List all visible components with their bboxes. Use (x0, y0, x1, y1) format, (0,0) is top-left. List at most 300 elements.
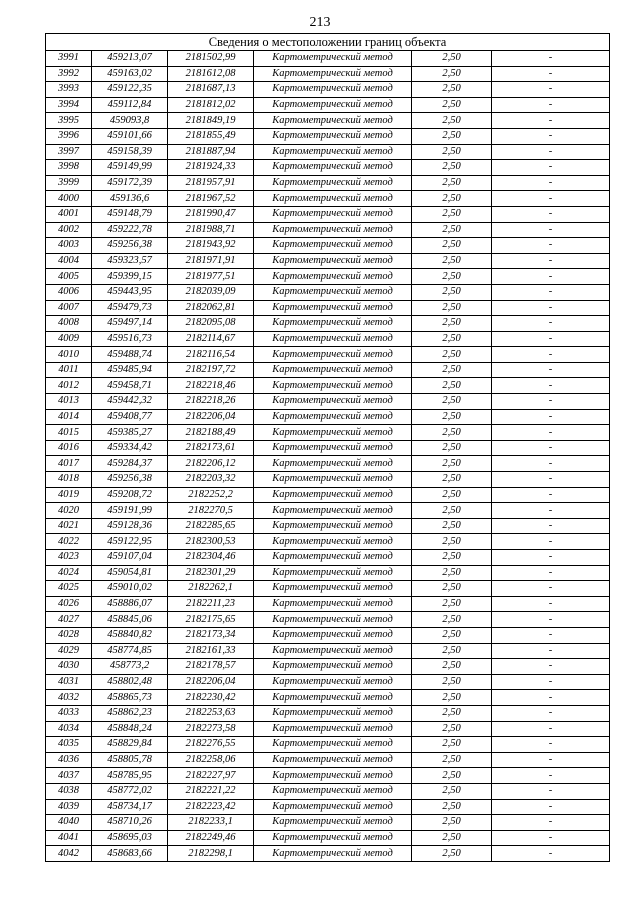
y-coordinate-cell: 2181990,47 (168, 206, 254, 222)
accuracy-cell: 2,50 (412, 550, 492, 566)
x-coordinate-cell: 458805,78 (92, 752, 168, 768)
table-row (46, 721, 610, 737)
accuracy-cell: 2,50 (412, 66, 492, 82)
accuracy-cell: 2,50 (412, 51, 492, 67)
x-coordinate-cell: 458774,85 (92, 643, 168, 659)
table-row (46, 659, 610, 675)
y-coordinate-cell: 2182039,09 (168, 284, 254, 300)
point-number-cell: 4036 (46, 752, 92, 768)
y-coordinate-cell: 2182095,08 (168, 316, 254, 332)
point-number-cell: 4033 (46, 705, 92, 721)
description-cell: - (492, 674, 610, 690)
table-title-row (46, 34, 610, 51)
y-coordinate-cell: 2181812,02 (168, 97, 254, 113)
y-coordinate-cell: 2182206,12 (168, 456, 254, 472)
table-row (46, 175, 610, 191)
y-coordinate-cell: 2182249,46 (168, 830, 254, 846)
point-number-cell: 4012 (46, 378, 92, 394)
accuracy-cell: 2,50 (412, 238, 492, 254)
x-coordinate-cell: 459442,32 (92, 394, 168, 410)
x-coordinate-cell: 459122,35 (92, 82, 168, 98)
x-coordinate-cell: 458829,84 (92, 737, 168, 753)
description-cell: - (492, 82, 610, 98)
table-row (46, 144, 610, 160)
description-cell: - (492, 316, 610, 332)
y-coordinate-cell: 2182218,46 (168, 378, 254, 394)
table-row (46, 253, 610, 269)
method-cell: Картометрический метод (254, 113, 412, 129)
accuracy-cell: 2,50 (412, 659, 492, 675)
accuracy-cell: 2,50 (412, 222, 492, 238)
x-coordinate-cell: 459408,77 (92, 409, 168, 425)
table-row (46, 596, 610, 612)
accuracy-cell: 2,50 (412, 534, 492, 550)
method-cell: Картометрический метод (254, 362, 412, 378)
description-cell: - (492, 472, 610, 488)
accuracy-cell: 2,50 (412, 705, 492, 721)
description-cell: - (492, 768, 610, 784)
accuracy-cell: 2,50 (412, 456, 492, 472)
table-row (46, 581, 610, 597)
method-cell: Картометрический метод (254, 690, 412, 706)
description-cell: - (492, 518, 610, 534)
description-cell: - (492, 440, 610, 456)
x-coordinate-cell: 458848,24 (92, 721, 168, 737)
table-row (46, 456, 610, 472)
y-coordinate-cell: 2181849,19 (168, 113, 254, 129)
method-cell: Картометрический метод (254, 674, 412, 690)
y-coordinate-cell: 2182233,1 (168, 815, 254, 831)
x-coordinate-cell: 458710,26 (92, 815, 168, 831)
accuracy-cell: 2,50 (412, 206, 492, 222)
y-coordinate-cell: 2181957,91 (168, 175, 254, 191)
x-coordinate-cell: 458734,17 (92, 799, 168, 815)
description-cell: - (492, 627, 610, 643)
y-coordinate-cell: 2181977,51 (168, 269, 254, 285)
description-cell: - (492, 362, 610, 378)
accuracy-cell: 2,50 (412, 347, 492, 363)
point-number-cell: 4017 (46, 456, 92, 472)
method-cell: Картометрический метод (254, 269, 412, 285)
y-coordinate-cell: 2181502,99 (168, 51, 254, 67)
description-cell: - (492, 830, 610, 846)
description-cell: - (492, 51, 610, 67)
y-coordinate-cell: 2182300,53 (168, 534, 254, 550)
y-coordinate-cell: 2181924,33 (168, 160, 254, 176)
accuracy-cell: 2,50 (412, 815, 492, 831)
point-number-cell: 4024 (46, 565, 92, 581)
accuracy-cell: 2,50 (412, 612, 492, 628)
accuracy-cell: 2,50 (412, 331, 492, 347)
y-coordinate-cell: 2182218,26 (168, 394, 254, 410)
method-cell: Картометрический метод (254, 51, 412, 67)
point-number-cell: 4002 (46, 222, 92, 238)
point-number-cell: 4003 (46, 238, 92, 254)
table-row (46, 378, 610, 394)
description-cell: - (492, 846, 610, 862)
accuracy-cell: 2,50 (412, 518, 492, 534)
table-row (46, 51, 610, 67)
description-cell: - (492, 238, 610, 254)
table-row (46, 565, 610, 581)
method-cell: Картометрический метод (254, 128, 412, 144)
point-number-cell: 4021 (46, 518, 92, 534)
method-cell: Картометрический метод (254, 830, 412, 846)
description-cell: - (492, 534, 610, 550)
table-row (46, 222, 610, 238)
table-row (46, 269, 610, 285)
accuracy-cell: 2,50 (412, 191, 492, 207)
x-coordinate-cell: 458785,95 (92, 768, 168, 784)
description-cell: - (492, 643, 610, 659)
y-coordinate-cell: 2181612,08 (168, 66, 254, 82)
accuracy-cell: 2,50 (412, 690, 492, 706)
table-row (46, 362, 610, 378)
table-row (46, 238, 610, 254)
point-number-cell: 4020 (46, 503, 92, 519)
table-row (46, 82, 610, 98)
accuracy-cell: 2,50 (412, 721, 492, 737)
x-coordinate-cell: 459093,8 (92, 113, 168, 129)
accuracy-cell: 2,50 (412, 737, 492, 753)
x-coordinate-cell: 459101,66 (92, 128, 168, 144)
method-cell: Картометрический метод (254, 66, 412, 82)
table-row (46, 815, 610, 831)
accuracy-cell: 2,50 (412, 175, 492, 191)
y-coordinate-cell: 2182285,65 (168, 518, 254, 534)
x-coordinate-cell: 459112,84 (92, 97, 168, 113)
table-row (46, 347, 610, 363)
x-coordinate-cell: 459323,57 (92, 253, 168, 269)
method-cell: Картометрический метод (254, 238, 412, 254)
point-number-cell: 3998 (46, 160, 92, 176)
point-number-cell: 4004 (46, 253, 92, 269)
table-row (46, 331, 610, 347)
accuracy-cell: 2,50 (412, 596, 492, 612)
description-cell: - (492, 612, 610, 628)
point-number-cell: 4023 (46, 550, 92, 566)
x-coordinate-cell: 459107,04 (92, 550, 168, 566)
method-cell: Картометрический метод (254, 737, 412, 753)
method-cell: Картометрический метод (254, 752, 412, 768)
accuracy-cell: 2,50 (412, 440, 492, 456)
accuracy-cell: 2,50 (412, 627, 492, 643)
point-number-cell: 4038 (46, 783, 92, 799)
y-coordinate-cell: 2181967,52 (168, 191, 254, 207)
table-row (46, 752, 610, 768)
point-number-cell: 4022 (46, 534, 92, 550)
accuracy-cell: 2,50 (412, 830, 492, 846)
description-cell: - (492, 378, 610, 394)
x-coordinate-cell: 459284,37 (92, 456, 168, 472)
table-row (46, 409, 610, 425)
description-cell: - (492, 799, 610, 815)
table-body (46, 51, 610, 862)
page-number: 213 (309, 15, 331, 30)
method-cell: Картометрический метод (254, 659, 412, 675)
x-coordinate-cell: 458865,73 (92, 690, 168, 706)
x-coordinate-cell: 459497,14 (92, 316, 168, 332)
point-number-cell: 4019 (46, 487, 92, 503)
x-coordinate-cell: 459163,02 (92, 66, 168, 82)
x-coordinate-cell: 459128,36 (92, 518, 168, 534)
x-coordinate-cell: 459222,78 (92, 222, 168, 238)
accuracy-cell: 2,50 (412, 783, 492, 799)
x-coordinate-cell: 459516,73 (92, 331, 168, 347)
table-row (46, 534, 610, 550)
y-coordinate-cell: 2182230,42 (168, 690, 254, 706)
table-row (46, 128, 610, 144)
point-number-cell: 4042 (46, 846, 92, 862)
accuracy-cell: 2,50 (412, 846, 492, 862)
accuracy-cell: 2,50 (412, 253, 492, 269)
method-cell: Картометрический метод (254, 783, 412, 799)
x-coordinate-cell: 459488,74 (92, 347, 168, 363)
table-row (46, 518, 610, 534)
point-number-cell: 4028 (46, 627, 92, 643)
description-cell: - (492, 596, 610, 612)
table-row (46, 113, 610, 129)
accuracy-cell: 2,50 (412, 113, 492, 129)
point-number-cell: 4031 (46, 674, 92, 690)
table-row (46, 737, 610, 753)
table-row (46, 830, 610, 846)
point-number-cell: 3992 (46, 66, 92, 82)
description-cell: - (492, 331, 610, 347)
method-cell: Картометрический метод (254, 487, 412, 503)
x-coordinate-cell: 459148,79 (92, 206, 168, 222)
y-coordinate-cell: 2182161,33 (168, 643, 254, 659)
method-cell: Картометрический метод (254, 518, 412, 534)
method-cell: Картометрический метод (254, 643, 412, 659)
description-cell: - (492, 690, 610, 706)
x-coordinate-cell: 458862,23 (92, 705, 168, 721)
method-cell: Картометрический метод (254, 191, 412, 207)
point-number-cell: 4005 (46, 269, 92, 285)
description-cell: - (492, 269, 610, 285)
y-coordinate-cell: 2182175,65 (168, 612, 254, 628)
description-cell: - (492, 783, 610, 799)
description-cell: - (492, 222, 610, 238)
table-title: Сведения о местоположении границ объекта (46, 34, 610, 51)
description-cell: - (492, 581, 610, 597)
x-coordinate-cell: 459191,99 (92, 503, 168, 519)
accuracy-cell: 2,50 (412, 674, 492, 690)
point-number-cell: 4007 (46, 300, 92, 316)
point-number-cell: 3994 (46, 97, 92, 113)
table-row (46, 550, 610, 566)
table-row (46, 425, 610, 441)
method-cell: Картометрический метод (254, 253, 412, 269)
description-cell: - (492, 394, 610, 410)
y-coordinate-cell: 2182301,29 (168, 565, 254, 581)
accuracy-cell: 2,50 (412, 581, 492, 597)
table-row (46, 846, 610, 862)
point-number-cell: 4014 (46, 409, 92, 425)
accuracy-cell: 2,50 (412, 300, 492, 316)
accuracy-cell: 2,50 (412, 425, 492, 441)
method-cell: Картометрический метод (254, 472, 412, 488)
point-number-cell: 4025 (46, 581, 92, 597)
table-row (46, 97, 610, 113)
table-row (46, 768, 610, 784)
x-coordinate-cell: 459136,6 (92, 191, 168, 207)
table-row (46, 300, 610, 316)
method-cell: Картометрический метод (254, 97, 412, 113)
y-coordinate-cell: 2182270,5 (168, 503, 254, 519)
table-row (46, 487, 610, 503)
x-coordinate-cell: 459256,38 (92, 472, 168, 488)
accuracy-cell: 2,50 (412, 284, 492, 300)
accuracy-cell: 2,50 (412, 362, 492, 378)
table-row (46, 705, 610, 721)
description-cell: - (492, 97, 610, 113)
method-cell: Картометрический метод (254, 581, 412, 597)
x-coordinate-cell: 459479,73 (92, 300, 168, 316)
point-number-cell: 3991 (46, 51, 92, 67)
description-cell: - (492, 456, 610, 472)
method-cell: Картометрический метод (254, 425, 412, 441)
y-coordinate-cell: 2182197,72 (168, 362, 254, 378)
x-coordinate-cell: 458886,07 (92, 596, 168, 612)
accuracy-cell: 2,50 (412, 394, 492, 410)
description-cell: - (492, 721, 610, 737)
y-coordinate-cell: 2182206,04 (168, 674, 254, 690)
description-cell: - (492, 737, 610, 753)
description-cell: - (492, 659, 610, 675)
accuracy-cell: 2,50 (412, 768, 492, 784)
accuracy-cell: 2,50 (412, 799, 492, 815)
point-number-cell: 4040 (46, 815, 92, 831)
method-cell: Картометрический метод (254, 768, 412, 784)
point-number-cell: 3997 (46, 144, 92, 160)
y-coordinate-cell: 2182223,42 (168, 799, 254, 815)
y-coordinate-cell: 2182253,63 (168, 705, 254, 721)
method-cell: Картометрический метод (254, 846, 412, 862)
table-row (46, 472, 610, 488)
x-coordinate-cell: 459385,27 (92, 425, 168, 441)
accuracy-cell: 2,50 (412, 128, 492, 144)
method-cell: Картометрический метод (254, 799, 412, 815)
accuracy-cell: 2,50 (412, 97, 492, 113)
table-row (46, 394, 610, 410)
point-number-cell: 4008 (46, 316, 92, 332)
description-cell: - (492, 144, 610, 160)
point-number-cell: 4029 (46, 643, 92, 659)
method-cell: Картометрический метод (254, 627, 412, 643)
method-cell: Картометрический метод (254, 160, 412, 176)
y-coordinate-cell: 2182273,58 (168, 721, 254, 737)
point-number-cell: 4009 (46, 331, 92, 347)
y-coordinate-cell: 2182114,67 (168, 331, 254, 347)
accuracy-cell: 2,50 (412, 752, 492, 768)
description-cell: - (492, 300, 610, 316)
accuracy-cell: 2,50 (412, 487, 492, 503)
x-coordinate-cell: 459010,02 (92, 581, 168, 597)
x-coordinate-cell: 458840,82 (92, 627, 168, 643)
y-coordinate-cell: 2182258,06 (168, 752, 254, 768)
method-cell: Картометрический метод (254, 596, 412, 612)
y-coordinate-cell: 2182116,54 (168, 347, 254, 363)
method-cell: Картометрический метод (254, 721, 412, 737)
method-cell: Картометрический метод (254, 705, 412, 721)
accuracy-cell: 2,50 (412, 378, 492, 394)
y-coordinate-cell: 2181887,94 (168, 144, 254, 160)
method-cell: Картометрический метод (254, 316, 412, 332)
x-coordinate-cell: 459256,38 (92, 238, 168, 254)
boundary-coordinates-table (45, 33, 610, 862)
accuracy-cell: 2,50 (412, 316, 492, 332)
accuracy-cell: 2,50 (412, 144, 492, 160)
method-cell: Картометрический метод (254, 815, 412, 831)
x-coordinate-cell: 458695,03 (92, 830, 168, 846)
point-number-cell: 4032 (46, 690, 92, 706)
point-number-cell: 4006 (46, 284, 92, 300)
table-row (46, 799, 610, 815)
table-row (46, 206, 610, 222)
accuracy-cell: 2,50 (412, 643, 492, 659)
point-number-cell: 4034 (46, 721, 92, 737)
table-row (46, 316, 610, 332)
accuracy-cell: 2,50 (412, 472, 492, 488)
method-cell: Картометрический метод (254, 331, 412, 347)
x-coordinate-cell: 459458,71 (92, 378, 168, 394)
description-cell: - (492, 409, 610, 425)
table-row (46, 191, 610, 207)
accuracy-cell: 2,50 (412, 409, 492, 425)
description-cell: - (492, 284, 610, 300)
accuracy-cell: 2,50 (412, 160, 492, 176)
point-number-cell: 4001 (46, 206, 92, 222)
point-number-cell: 4015 (46, 425, 92, 441)
description-cell: - (492, 347, 610, 363)
x-coordinate-cell: 458802,48 (92, 674, 168, 690)
table-row (46, 643, 610, 659)
table-row (46, 612, 610, 628)
point-number-cell: 3996 (46, 128, 92, 144)
description-cell: - (492, 705, 610, 721)
x-coordinate-cell: 459334,42 (92, 440, 168, 456)
point-number-cell: 4035 (46, 737, 92, 753)
point-number-cell: 4018 (46, 472, 92, 488)
x-coordinate-cell: 459443,95 (92, 284, 168, 300)
method-cell: Картометрический метод (254, 565, 412, 581)
method-cell: Картометрический метод (254, 378, 412, 394)
y-coordinate-cell: 2182262,1 (168, 581, 254, 597)
description-cell: - (492, 550, 610, 566)
description-cell: - (492, 565, 610, 581)
table-row (46, 66, 610, 82)
method-cell: Картометрический метод (254, 284, 412, 300)
x-coordinate-cell: 459399,15 (92, 269, 168, 285)
table-row (46, 160, 610, 176)
y-coordinate-cell: 2182178,57 (168, 659, 254, 675)
table-row (46, 783, 610, 799)
method-cell: Картометрический метод (254, 456, 412, 472)
x-coordinate-cell: 459485,94 (92, 362, 168, 378)
accuracy-cell: 2,50 (412, 503, 492, 519)
x-coordinate-cell: 459213,07 (92, 51, 168, 67)
description-cell: - (492, 253, 610, 269)
y-coordinate-cell: 2182252,2 (168, 487, 254, 503)
method-cell: Картометрический метод (254, 300, 412, 316)
y-coordinate-cell: 2181988,71 (168, 222, 254, 238)
y-coordinate-cell: 2182221,22 (168, 783, 254, 799)
method-cell: Картометрический метод (254, 534, 412, 550)
point-number-cell: 4013 (46, 394, 92, 410)
point-number-cell: 4037 (46, 768, 92, 784)
method-cell: Картометрический метод (254, 206, 412, 222)
